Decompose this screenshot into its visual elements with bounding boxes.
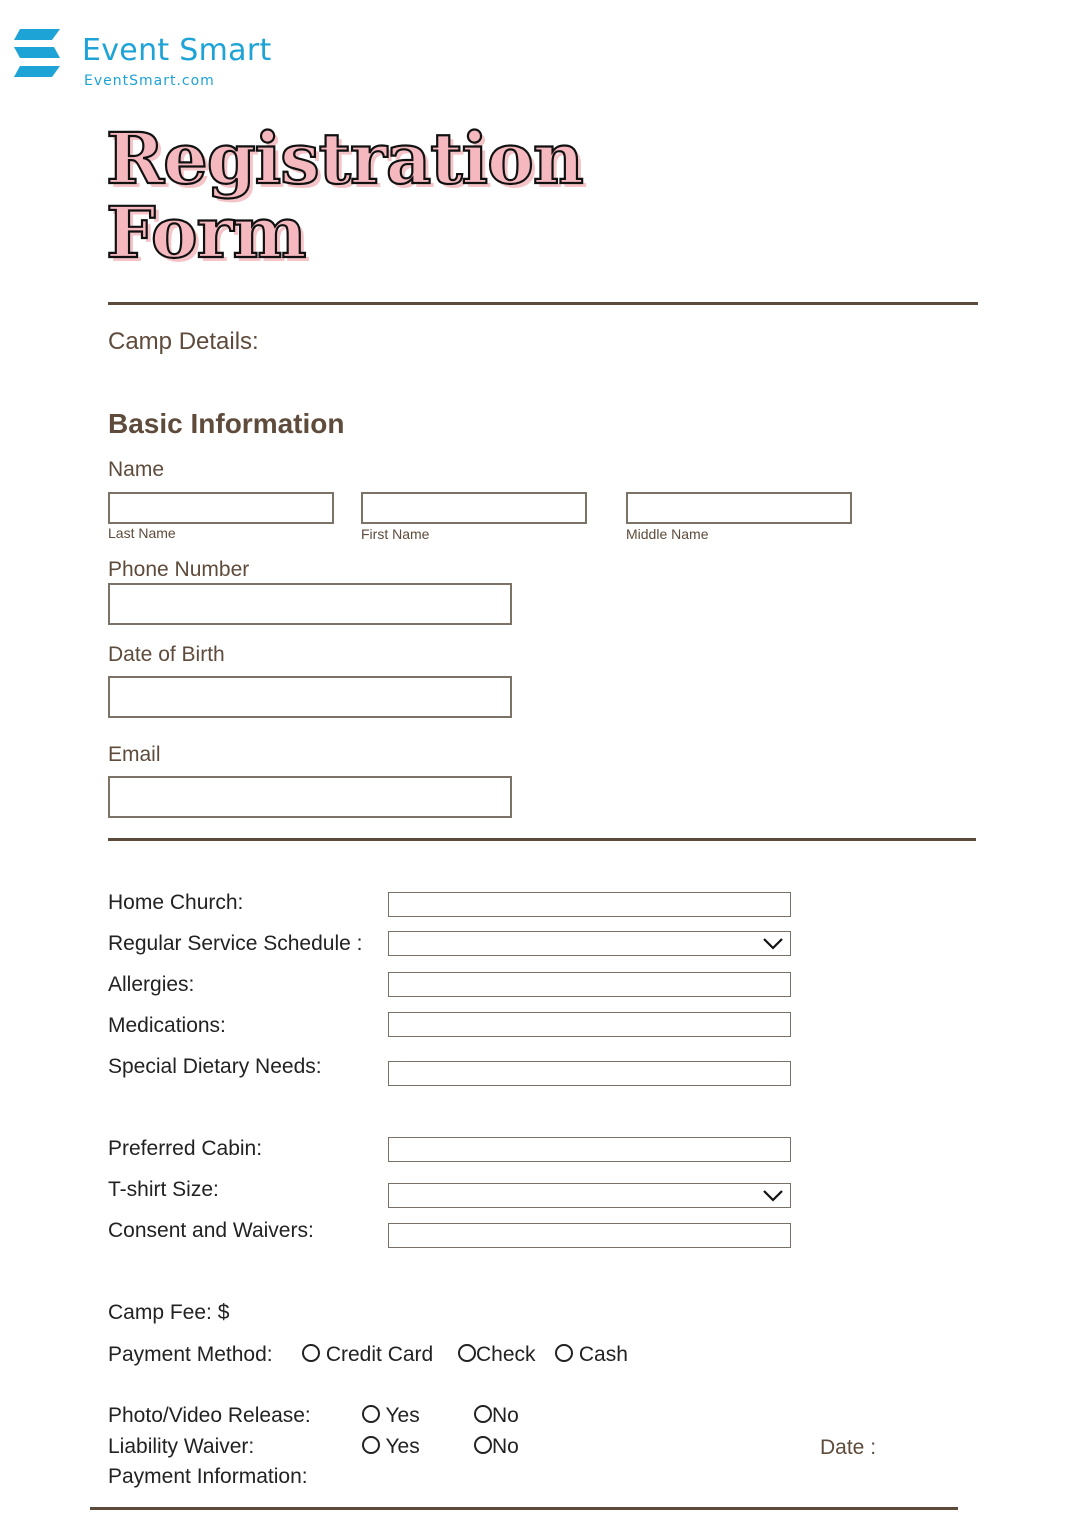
allergies-label: Allergies: (108, 973, 195, 996)
phone-number-input[interactable] (108, 583, 512, 625)
radio-button[interactable] (362, 1436, 380, 1454)
check-label: Check (476, 1343, 536, 1366)
dietary-needs-label: Special Dietary Needs: (108, 1055, 322, 1078)
radio-button[interactable] (302, 1344, 320, 1362)
event-smart-logo-icon (14, 29, 62, 77)
payment-method-label: Payment Method: (108, 1343, 273, 1366)
radio-button[interactable] (474, 1436, 492, 1454)
basic-information-heading: Basic Information (108, 408, 345, 439)
no-label: No (492, 1435, 519, 1458)
divider (108, 838, 976, 841)
consent-waivers-label: Consent and Waivers: (108, 1219, 314, 1242)
radio-button[interactable] (474, 1405, 492, 1423)
photo-release-label: Photo/Video Release: (108, 1404, 311, 1427)
first-name-label: First Name (361, 526, 430, 542)
home-church-input[interactable] (388, 892, 791, 917)
consent-waivers-input[interactable] (388, 1223, 791, 1248)
email-input[interactable] (108, 776, 512, 818)
radio-button[interactable] (362, 1405, 380, 1423)
first-name-input[interactable] (361, 492, 587, 524)
tshirt-size-label: T-shirt Size: (108, 1178, 219, 1201)
service-schedule-label: Regular Service Schedule : (108, 932, 363, 955)
date-of-birth-label: Date of Birth (108, 643, 225, 666)
payment-cash-option[interactable] (555, 1343, 628, 1367)
radio-button[interactable] (555, 1344, 573, 1362)
form-title-line-1: Registration (106, 117, 583, 200)
tshirt-size-select[interactable] (388, 1183, 791, 1208)
payment-information-label: Payment Information: (108, 1465, 308, 1488)
medications-label: Medications: (108, 1014, 226, 1037)
brand-name: Event Smart (82, 33, 272, 68)
photo-release-no-option[interactable] (474, 1404, 519, 1428)
divider (90, 1507, 958, 1510)
radio-button[interactable] (458, 1344, 476, 1362)
liability-waiver-label: Liability Waiver: (108, 1435, 255, 1458)
service-schedule-select[interactable] (388, 931, 791, 956)
yes-label: Yes (385, 1435, 420, 1458)
photo-release-yes-option[interactable] (362, 1404, 420, 1428)
middle-name-input[interactable] (626, 492, 852, 524)
divider (108, 302, 978, 305)
credit-card-label: Credit Card (325, 1343, 434, 1366)
email-label: Email (108, 743, 161, 766)
liability-waiver-yes-option[interactable] (362, 1435, 420, 1459)
liability-waiver-no-option[interactable] (474, 1435, 519, 1459)
payment-credit-card-option[interactable] (302, 1343, 433, 1367)
medications-input[interactable] (388, 1012, 791, 1037)
date-of-birth-input[interactable] (108, 676, 512, 718)
cash-label: Cash (578, 1343, 628, 1366)
camp-fee-label: Camp Fee: $ (108, 1301, 230, 1324)
chevron-down-icon (762, 933, 784, 953)
middle-name-label: Middle Name (626, 526, 709, 542)
payment-check-option[interactable] (458, 1343, 536, 1367)
yes-label: Yes (385, 1404, 420, 1427)
camp-details-label: Camp Details: (108, 328, 259, 355)
name-label: Name (108, 458, 165, 481)
last-name-input[interactable] (108, 492, 334, 524)
chevron-down-icon (762, 1185, 784, 1205)
home-church-label: Home Church: (108, 891, 244, 914)
allergies-input[interactable] (388, 972, 791, 997)
brand-url: EventSmart.com (84, 73, 215, 89)
dietary-needs-input[interactable] (388, 1061, 791, 1086)
phone-number-label: Phone Number (108, 558, 250, 581)
no-label: No (492, 1404, 519, 1427)
preferred-cabin-input[interactable] (388, 1137, 791, 1162)
last-name-label: Last Name (108, 525, 176, 541)
preferred-cabin-label: Preferred Cabin: (108, 1137, 263, 1160)
date-label: Date : (820, 1436, 877, 1459)
form-title-line-2: Form (106, 191, 306, 274)
